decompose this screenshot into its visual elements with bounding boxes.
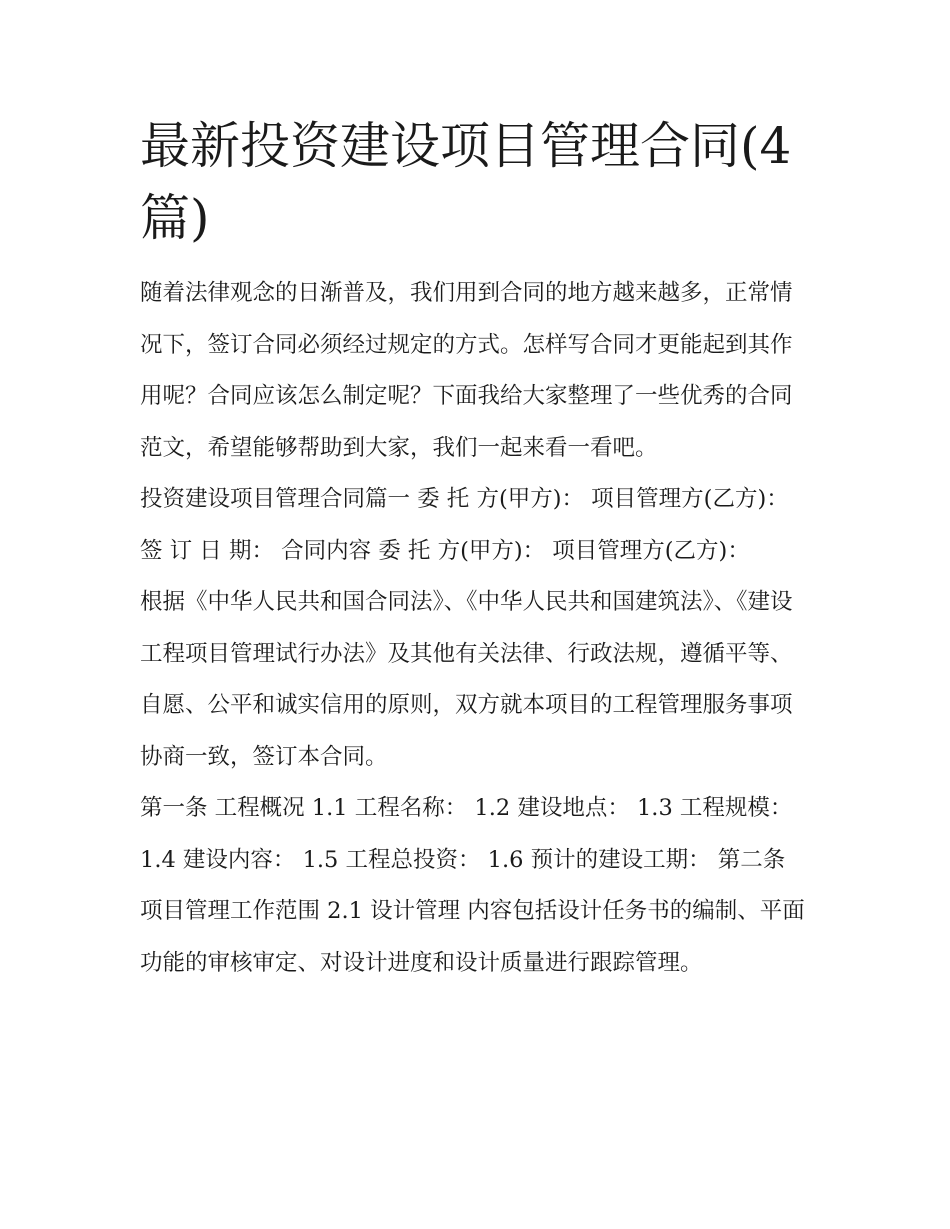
document-title: 最新投资建设项目管理合同(4篇) <box>140 117 792 247</box>
paragraph-intro: 随着法律观念的日渐普及，我们用到合同的地方越来越多，正常情况下，签订合同必须经过规定的方式。怎样写合同才更能起到其作用呢？合同应该怎么制定呢？下面我给大家整理了一些优秀的合同范文，希望能够帮助到大家，我们一起来看一看吧。 <box>140 280 793 461</box>
paragraph-legal-basis: 根据《中华人民共和国合同法》、《中华人民共和国建筑法》、《建设工程项目管理试行办法》及其他有关法律、行政法规，遵循平等、自愿、公平和诚实信用的原则，双方就本项目的工程管理服务事项协商一致，签订本合同。 <box>140 589 793 770</box>
document-page <box>140 110 812 989</box>
paragraph-article-one: 第一条 工程概况 1.1 工程名称： 1.2 建设地点： 1.3 工程规模： 1.4 建设内容： 1.5 工程总投资： 1.6 预计的建设工期： 第二条 项目管理工作范围 2.1 设计管理 内容包括设计任务书的编制、平面功能的审核审定、对设计进度和设计质量进行跟踪管理。 <box>140 795 805 976</box>
paragraph-parties: 投资建设项目管理合同篇一 委 托 方(甲方)： 项目管理方(乙方)： 签 订 日 期： 合同内容 委 托 方(甲方)： 项目管理方(乙方)： <box>140 486 789 564</box>
